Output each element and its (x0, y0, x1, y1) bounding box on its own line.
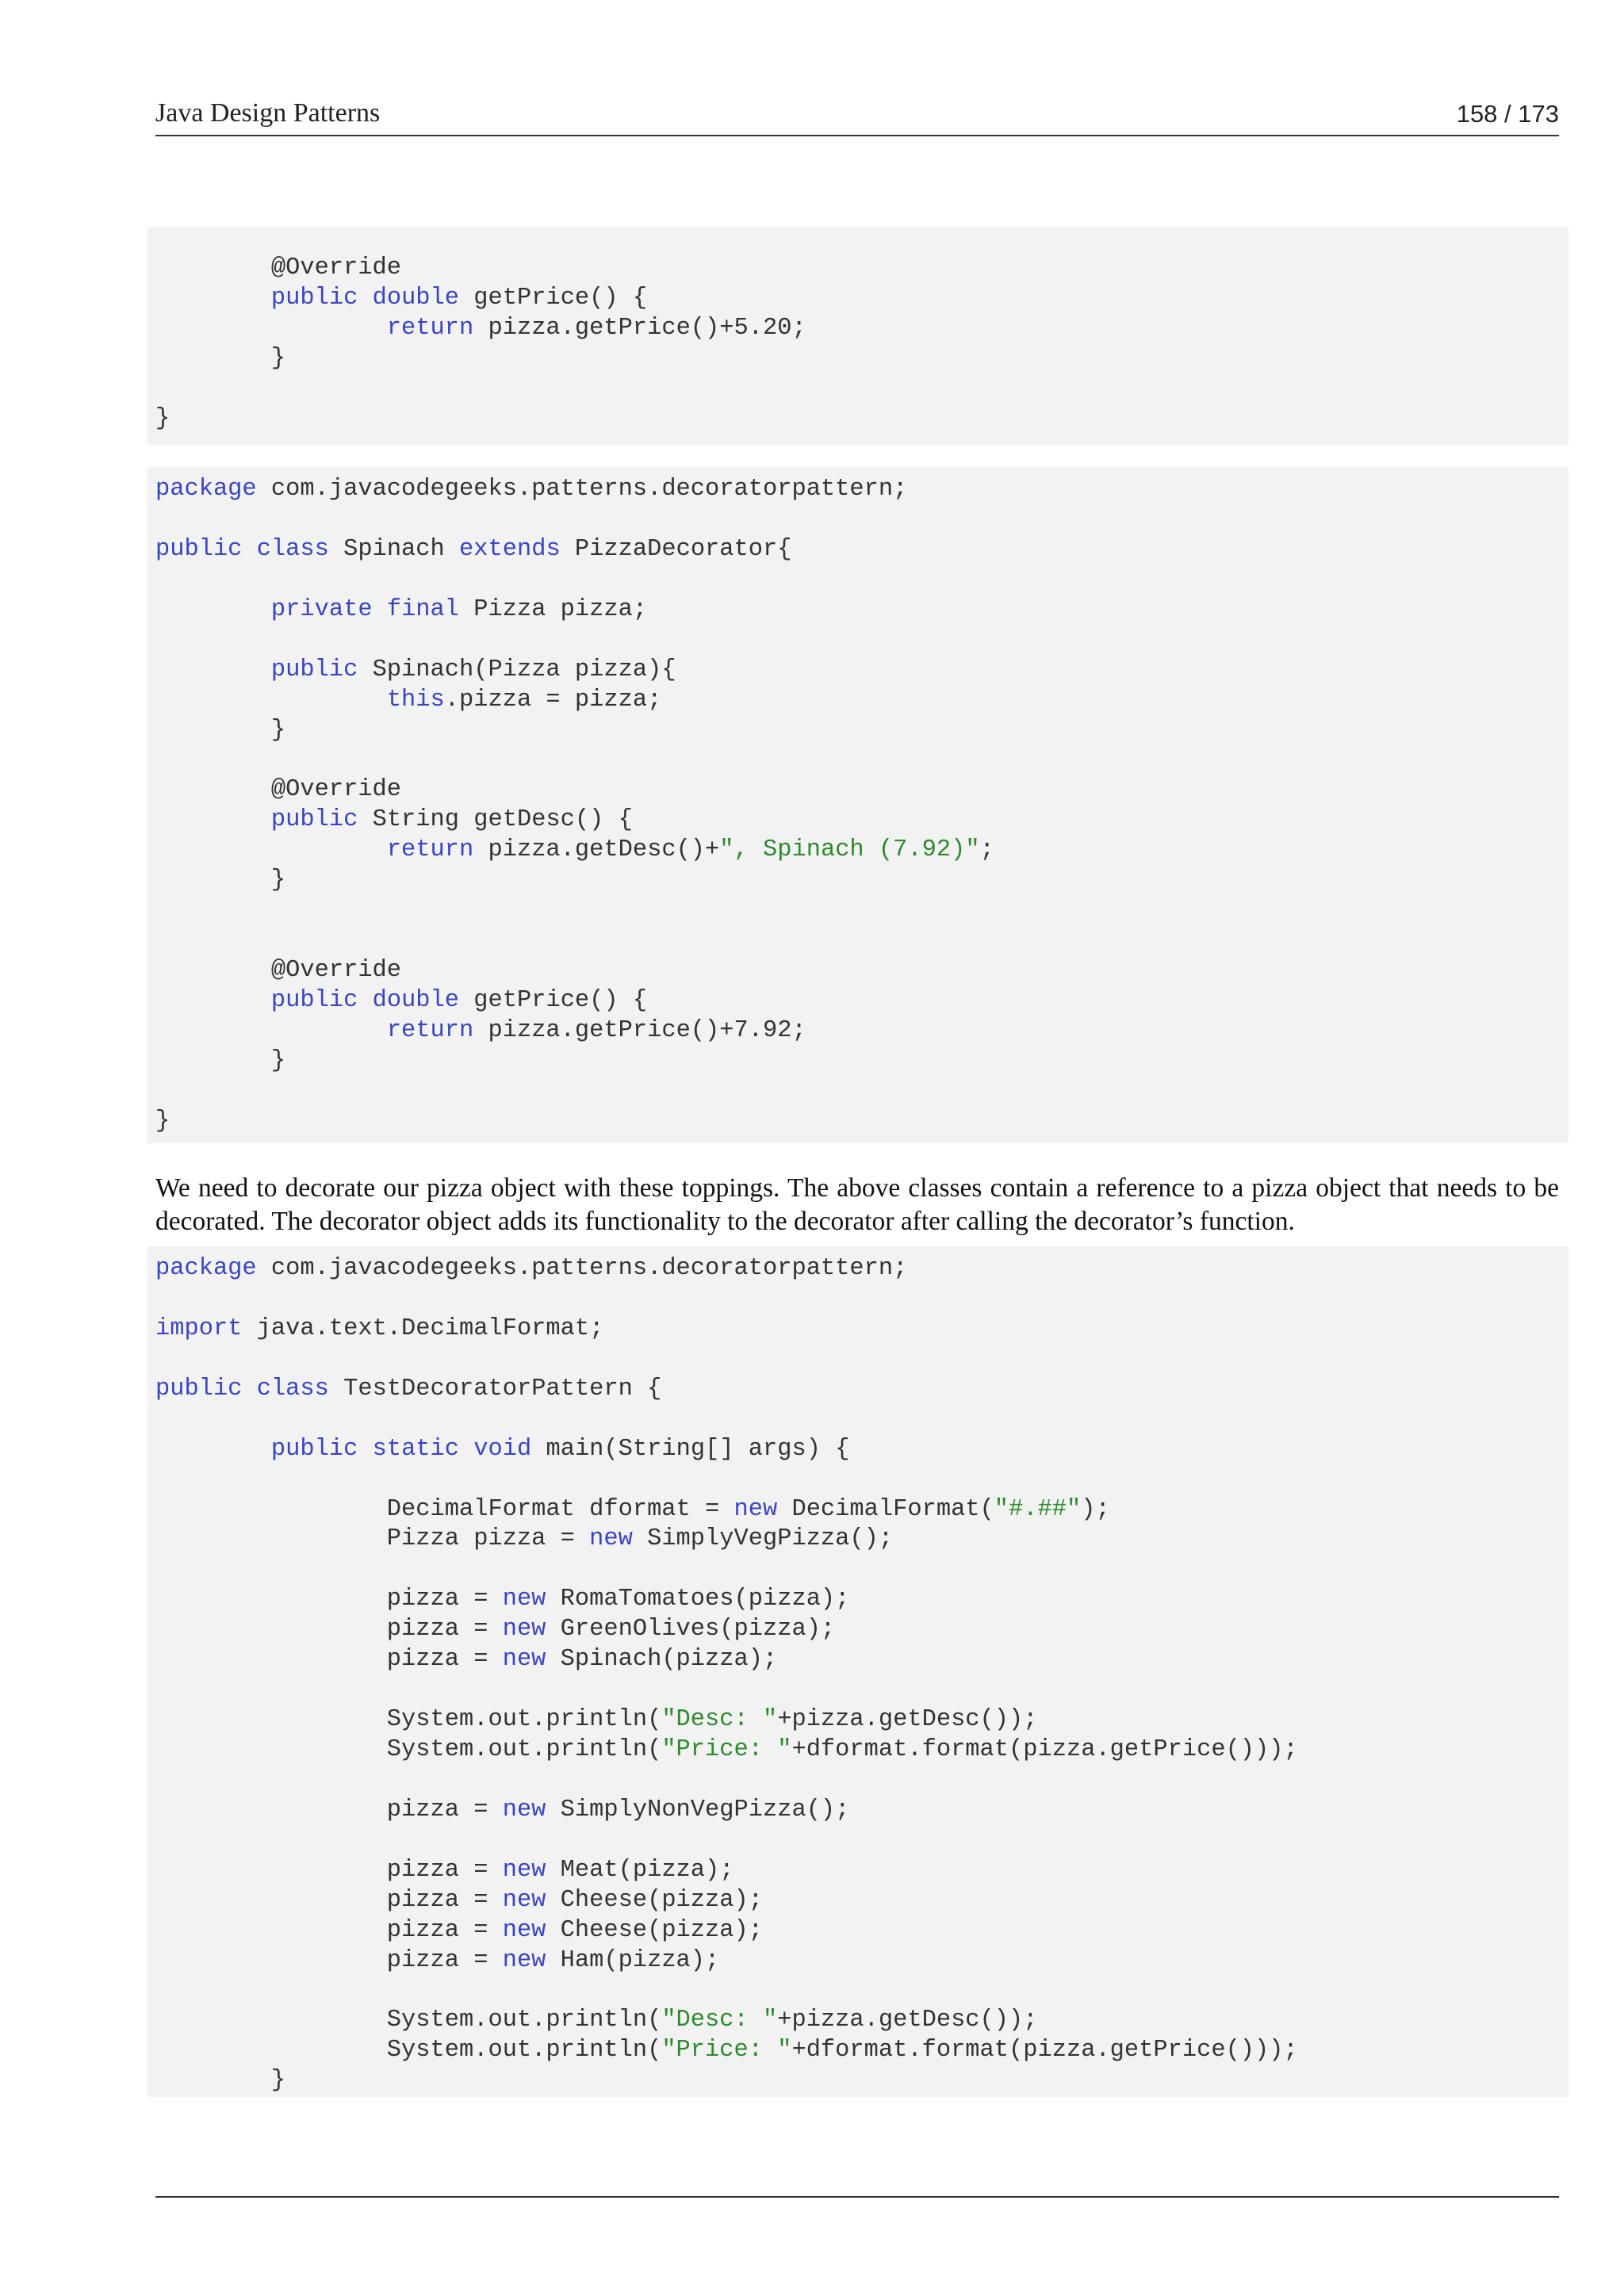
code-block-test-decorator-pattern (147, 1246, 1568, 2097)
code-line: return pizza.getDesc()+", Spinach (7.92)"; (386, 836, 994, 864)
code-line: public static void main(String[] args) { (270, 1435, 850, 1463)
code-line (155, 1405, 1568, 1435)
code-line: import java.text.DecimalFormat; (155, 1314, 604, 1342)
page-header (155, 97, 1559, 136)
code-line: pizza = new Cheese(pizza); (155, 1886, 763, 1914)
code-line: } (155, 404, 170, 432)
code-line: pizza = new Ham(pizza); (155, 1946, 720, 1974)
code-line: @Override (155, 776, 402, 804)
code-line: public double getPrice() { (270, 986, 648, 1014)
code-line (155, 1345, 1568, 1375)
code-line: package com.javacodegeeks.patterns.decoratorpattern; (155, 476, 908, 503)
code-line: this.pizza = pizza; (386, 686, 662, 714)
code-line: pizza = new Cheese(pizza); (155, 1916, 763, 1944)
code-line: pizza = new Meat(pizza); (155, 1856, 734, 1884)
code-line: pizza = new GreenOlives(pizza); (155, 1616, 836, 1644)
code-line: System.out.println("Price: "+dformat.format(pizza.getPrice())); (155, 2037, 1298, 2064)
code-line: DecimalFormat dformat = new DecimalFormat("#.##"); (155, 1495, 1110, 1523)
code-line: public class TestDecoratorPattern { (155, 1375, 662, 1402)
code-line (155, 926, 1568, 956)
code-line (155, 565, 1568, 595)
code-line: } (155, 867, 286, 894)
code-line (155, 896, 1568, 926)
code-line: @Override (155, 957, 402, 984)
code-line (155, 1766, 1568, 1796)
code-line: System.out.println("Desc: "+pizza.getDesc()); (155, 2007, 1038, 2034)
code-line (155, 1284, 1568, 1314)
code-line: Pizza pizza = new SimplyVegPizza(); (155, 1525, 894, 1553)
code-line: public Spinach(Pizza pizza){ (270, 656, 676, 683)
code-line: public class Spinach extends PizzaDecorator{ (155, 535, 792, 563)
page-number: 158 / 173 (1456, 100, 1559, 128)
code-line: } (155, 716, 286, 744)
code-line: private final Pizza pizza; (270, 595, 648, 623)
code-line: System.out.println("Price: "+dformat.format(pizza.getPrice())); (155, 1736, 1298, 1763)
code-line: } (155, 2067, 286, 2095)
code-line (155, 1826, 1568, 1856)
code-line: pizza = new RomaTomatoes(pizza); (155, 1586, 850, 1613)
code-line (155, 1465, 1568, 1495)
code-line (155, 1555, 1568, 1585)
code-line (155, 505, 1568, 535)
code-line: pizza = new SimplyNonVegPizza(); (155, 1796, 850, 1823)
code-line: return pizza.getPrice()+7.92; (386, 1016, 806, 1044)
code-line: public double getPrice() { (270, 284, 648, 312)
code-line: public String getDesc() { (270, 806, 633, 834)
code-line (155, 1976, 1568, 2007)
footer-rule (155, 2196, 1559, 2198)
code-line (155, 1077, 1568, 1107)
code-line: package com.javacodegeeks.patterns.decoratorpattern; (155, 1255, 908, 1282)
code-line: pizza = new Spinach(pizza); (155, 1646, 778, 1674)
code-line: System.out.println("Desc: "+pizza.getDesc()); (155, 1706, 1038, 1734)
body-paragraph: We need to decorate our pizza object with these toppings. The above classes contain a reference to a pizza object that needs to be decorated. The decorator object adds its functionality to the decorator after calling the decorator’s function. (155, 1173, 1559, 1236)
code-block-spinach-class (147, 467, 1568, 1143)
code-line: @Override (155, 254, 402, 281)
code-line: } (155, 1107, 170, 1135)
code-line (155, 374, 1568, 404)
code-line: } (155, 1047, 286, 1074)
code-line (155, 1675, 1568, 1705)
document-title: Java Design Patterns (155, 98, 381, 128)
code-line: return pizza.getPrice()+5.20; (386, 314, 806, 342)
code-line (155, 745, 1568, 775)
code-line (155, 626, 1568, 656)
code-block-getprice-tail (147, 227, 1568, 445)
code-line: } (155, 344, 286, 372)
